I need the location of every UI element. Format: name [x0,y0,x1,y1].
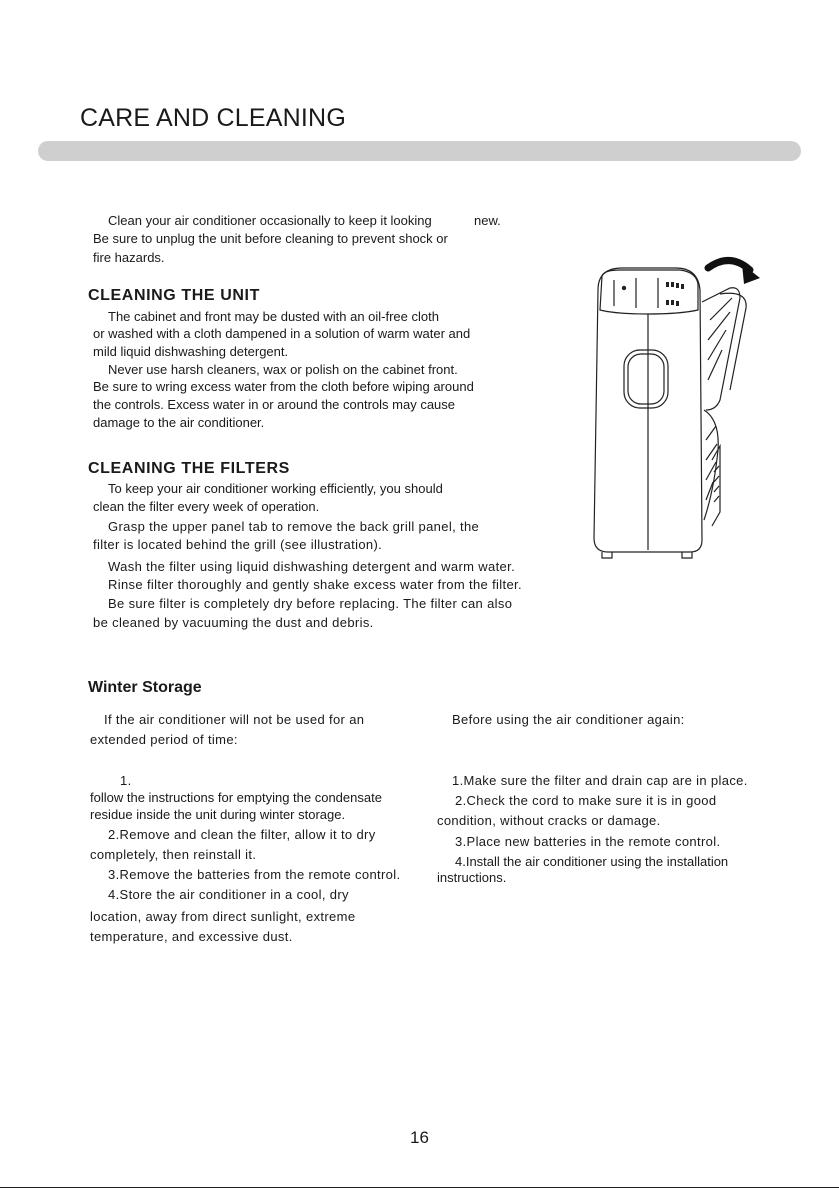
intro-line-2: Be sure to unplug the unit before cleaning to prevent shock or [93,231,448,246]
filter-line: be cleaned by vacuuming the dust and debris. [93,615,374,630]
title-underline-bar [38,141,801,161]
winter-left-line: location, away from direct sunlight, extreme [90,909,356,924]
filter-line: Grasp the upper panel tab to remove the back grill panel, the [108,519,480,534]
intro-line-3: fire hazards. [93,250,165,265]
heading-winter-storage: Winter Storage [88,679,202,696]
filter-line: Wash the filter using liquid dishwashing detergent and warm water. [108,559,516,574]
filter-line: To keep your air conditioner working efficiently, you should [108,481,443,496]
winter-right-line: condition, without cracks or damage. [437,813,661,828]
intro-line-1-end: new. [474,213,501,228]
page-number: 16 [410,1128,429,1147]
unit-line: or washed with a cloth dampened in a solution of warm water and [93,326,471,341]
winter-left-line: 2.Remove and clean the filter, allow it to dry [108,827,376,842]
winter-left-line: 1. [120,773,132,788]
winter-left-line: 3.Remove the batteries from the remote control. [108,867,401,882]
winter-right-line: 2.Check the cord to make sure it is in good [455,793,717,808]
page-title: CARE AND CLEANING [80,104,346,132]
winter-left-line: residue inside the unit during winter storage. [90,807,346,822]
unit-line: The cabinet and front may be dusted with an oil-free cloth [108,309,439,324]
winter-left-line: If the air conditioner will not be used for an [104,712,365,727]
winter-left-line: extended period of time: [90,732,238,747]
footer-rule [0,1187,839,1188]
filter-line: filter is located behind the grill (see illustration). [93,537,383,552]
winter-right-line: 4.Install the air conditioner using the installation [455,854,729,869]
unit-line: the controls. Excess water in or around the controls may cause [93,397,456,412]
unit-line: Never use harsh cleaners, wax or polish on the cabinet front. [108,362,458,377]
intro-line-1: Clean your air conditioner occasionally to keep it looking [108,213,432,228]
filter-line: Rinse filter thoroughly and gently shake excess water from the filter. [108,577,522,592]
winter-right-line: instructions. [437,870,507,885]
winter-left-line: completely, then reinstall it. [90,847,257,862]
unit-line: damage to the air conditioner. [93,415,265,430]
winter-right-line: 1.Make sure the filter and drain cap are in place. [452,773,748,788]
filter-line: Be sure filter is completely dry before replacing. The filter can also [108,596,513,611]
filter-line: clean the filter every week of operation. [93,499,320,514]
air-conditioner-illustration [580,250,760,570]
unit-line: Be sure to wring excess water from the cloth before wiping around [93,379,474,394]
winter-left-line: 4.Store the air conditioner in a cool, dry [108,887,349,902]
unit-line: mild liquid dishwashing detergent. [93,344,289,359]
heading-cleaning-filters: CLEANING THE FILTERS [88,460,290,477]
winter-left-line: temperature, and excessive dust. [90,929,293,944]
winter-left-line: follow the instructions for emptying the condensate [90,790,382,805]
winter-right-line: Before using the air conditioner again: [452,712,685,727]
winter-right-line: 3.Place new batteries in the remote control. [455,834,721,849]
heading-cleaning-unit: CLEANING THE UNIT [88,287,260,304]
